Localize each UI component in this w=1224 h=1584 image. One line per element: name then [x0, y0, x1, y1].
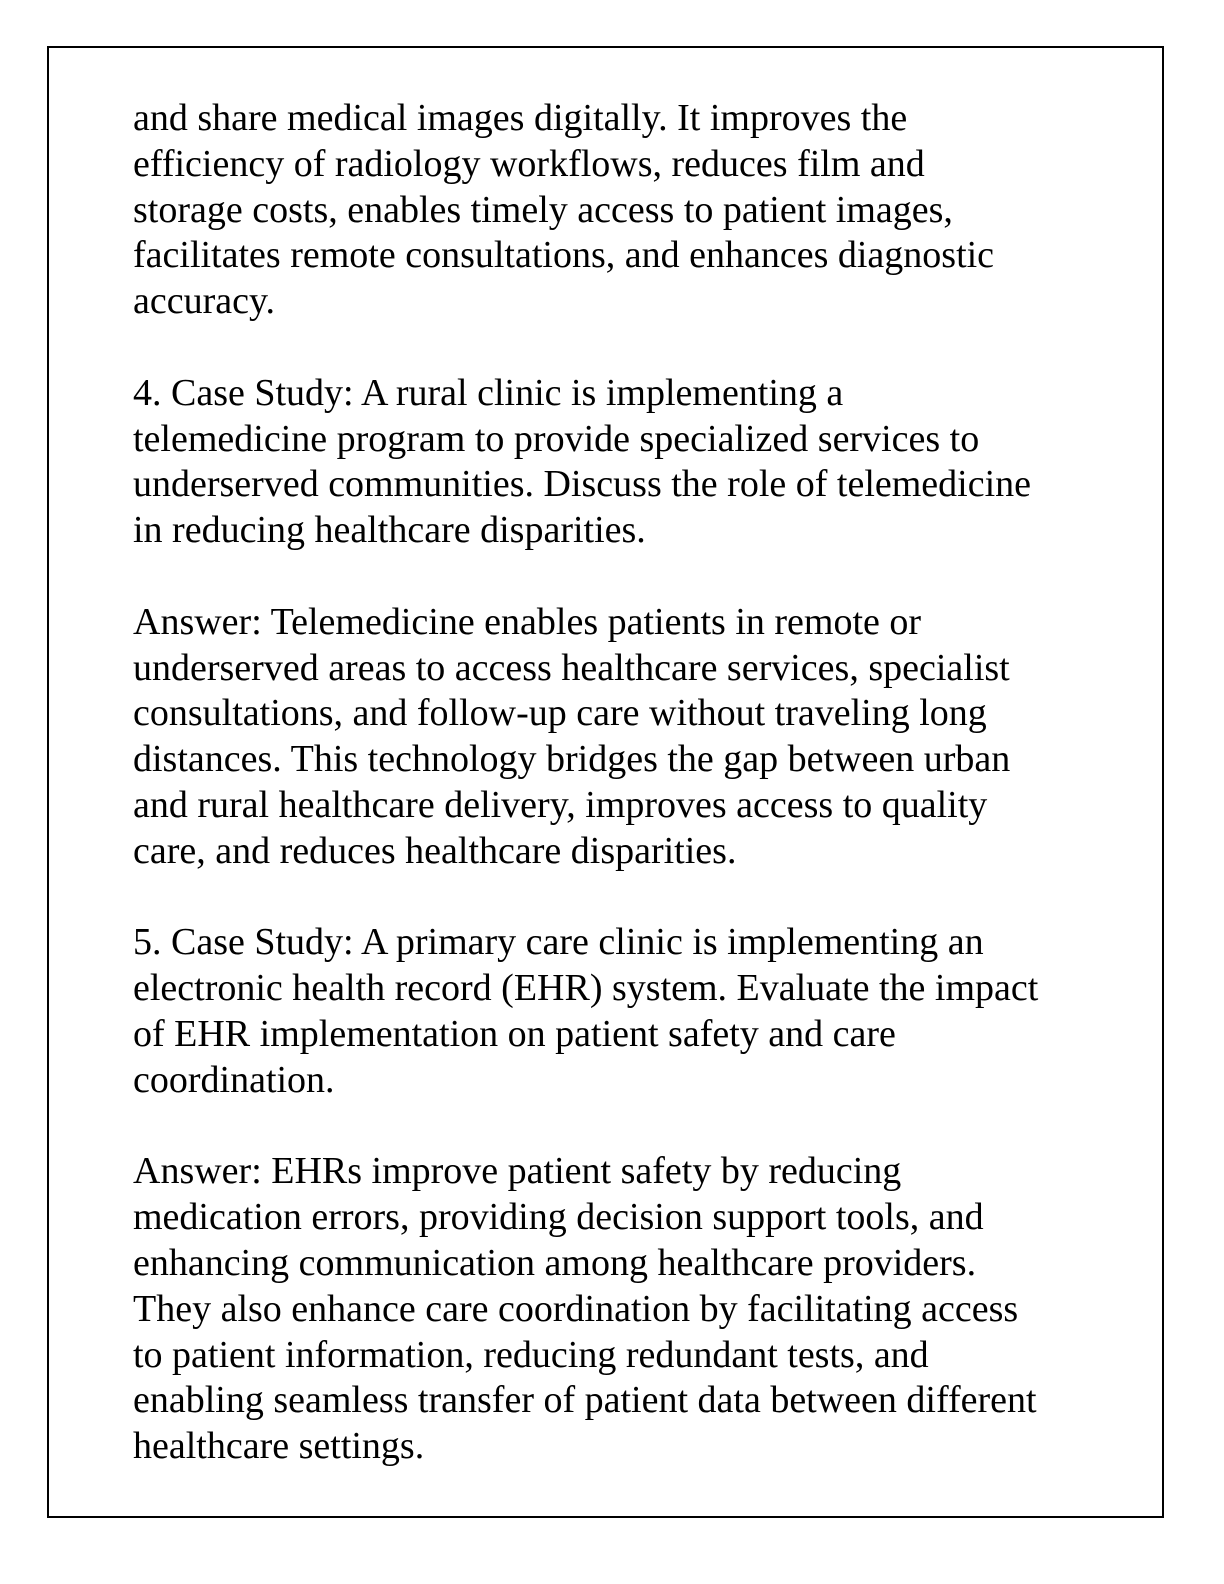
case-study-5-question [133, 920, 1133, 1103]
text-line: medication errors, providing decision support tools, and [133, 1196, 984, 1239]
paragraph-spacer [133, 325, 1133, 371]
text-line: care, and reduces healthcare disparities. [133, 829, 737, 872]
text-line: and rural healthcare delivery, improves access to quality [133, 783, 988, 826]
text-line: of EHR implementation on patient safety and care [133, 1012, 896, 1055]
text-line: facilitates remote consultations, and enhances diagnostic [133, 234, 995, 277]
case-study-5-answer [133, 1149, 1133, 1470]
text-line: and share medical images digitally. It improves the [133, 97, 908, 139]
text-line: coordination. [133, 1058, 335, 1101]
paragraph-spacer [133, 554, 1133, 600]
text-line: healthcare settings. [133, 1425, 425, 1468]
text-line: in reducing healthcare disparities. [133, 509, 646, 552]
text-line: underserved communities. Discuss the role of telemedicine [133, 463, 1032, 506]
text-line: 5. Case Study: A primary care clinic is implementing an [133, 921, 984, 964]
text-line: accuracy. [133, 280, 276, 323]
text-line: enhancing communication among healthcare providers. [133, 1241, 977, 1284]
document-body [133, 96, 1133, 1470]
text-line: to patient information, reducing redundant tests, and [133, 1333, 929, 1376]
text-line: distances. This technology bridges the gap between urban [133, 738, 1011, 781]
text-line: underserved areas to access healthcare services, specialist [133, 646, 1010, 689]
case-study-4-answer [133, 600, 1133, 875]
text-line: efficiency of radiology workflows, reduces film and [133, 142, 925, 185]
text-line: consultations, and follow-up care without traveling long [133, 692, 987, 735]
text-line: electronic health record (EHR) system. Evaluate the impact [133, 967, 1039, 1010]
text-line: Answer: EHRs improve patient safety by reducing [133, 1150, 902, 1193]
text-line: Answer: Telemedicine enables patients in remote or [133, 600, 922, 643]
text-line: They also enhance care coordination by facilitating access [133, 1287, 1019, 1330]
paragraph-spacer [133, 875, 1133, 921]
case-study-4-question [133, 371, 1133, 554]
text-line: enabling seamless transfer of patient data between different [133, 1379, 1037, 1422]
text-line: storage costs, enables timely access to patient images, [133, 188, 953, 231]
paragraph-pacs-benefits [133, 96, 1133, 325]
paragraph-spacer [133, 1104, 1133, 1150]
text-line: telemedicine program to provide specialized services to [133, 417, 980, 460]
text-line: 4. Case Study: A rural clinic is implementing a [133, 371, 844, 414]
